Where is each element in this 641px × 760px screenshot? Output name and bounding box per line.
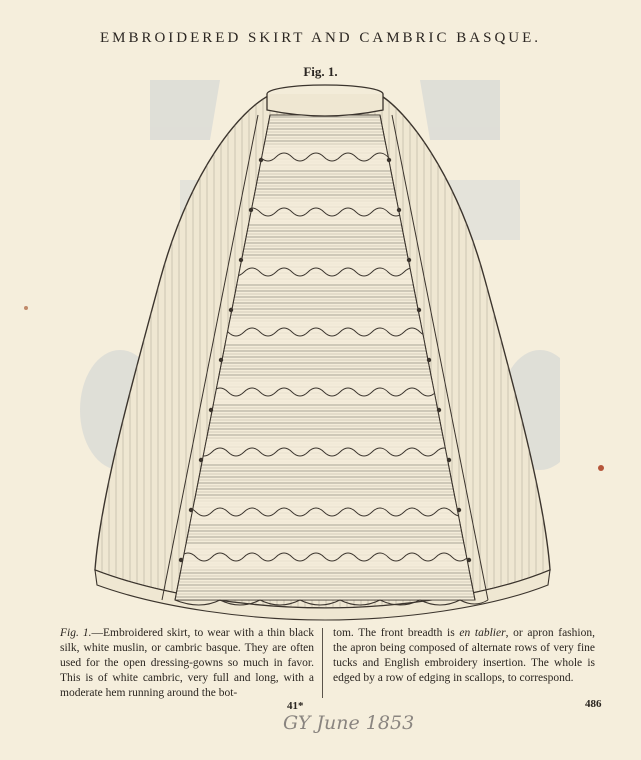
caption-right-text-b: , or apron fashion, the apron being composed of alternate rows of very fine tucks and English embroidery insertion. The whole is edged by a row of edging in scallops, to correspond. [333, 627, 595, 684]
skirt-illustration [80, 80, 560, 625]
caption-left-column [60, 626, 314, 701]
caption-left-text: —Embroidered skirt, to wear with a thin black silk, white muslin, or cambric basque. They are often used for the open dressing-gowns so much in favor. This is of white cambric, very full and long, with a moderate hem running around the bot- [60, 627, 314, 699]
page-number: 486 [585, 698, 602, 710]
caption-right-column [333, 626, 595, 686]
caption-italic-term: en tablier [459, 627, 506, 639]
paper-stain [24, 306, 28, 310]
caption-right-text-a: tom. The front breadth is [333, 627, 460, 639]
handwritten-note: GY June 1853 [283, 712, 415, 734]
page-title: EMBROIDERED SKIRT AND CAMBRIC BASQUE. [99, 30, 542, 46]
signature-mark: 41* [287, 700, 304, 712]
figure-label: Fig. 1. [303, 64, 338, 79]
paper-stain [598, 465, 604, 471]
caption-figure-ref: Fig. 1. [60, 627, 92, 639]
waistband [267, 85, 383, 116]
column-divider [322, 628, 323, 698]
